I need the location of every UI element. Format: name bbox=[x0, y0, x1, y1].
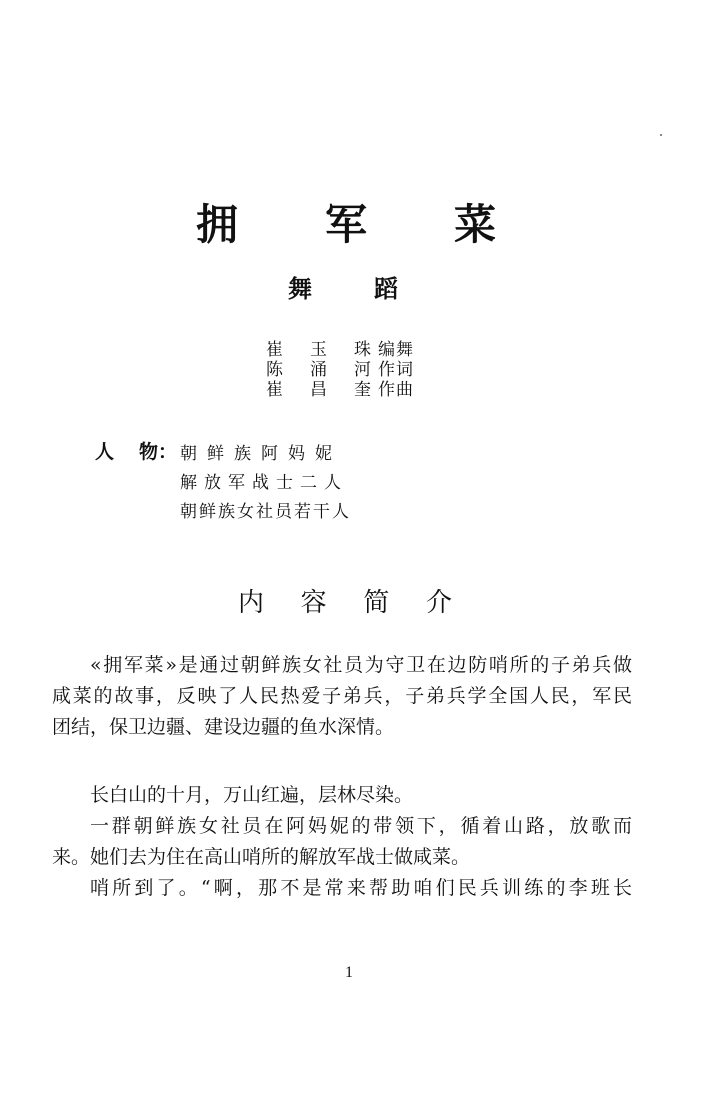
genre-char: 舞 bbox=[288, 274, 312, 303]
text-line: 咸菜的故事，反映了人民热爱子弟兵，子弟兵学全国人民，军民 bbox=[52, 685, 632, 707]
character-item: 解放军战士二人 bbox=[180, 473, 348, 493]
scan-artifact bbox=[660, 134, 662, 136]
credit-role: 编舞 bbox=[378, 340, 414, 360]
credit-row-choreography bbox=[266, 340, 414, 360]
title-char: 军 bbox=[324, 200, 367, 249]
genre-char: 蹈 bbox=[374, 274, 398, 303]
character-item: 朝鲜族女社员若干人 bbox=[180, 502, 351, 522]
credit-row-music bbox=[266, 380, 414, 400]
heading-char: 介 bbox=[425, 588, 452, 618]
heading-char: 内 bbox=[238, 588, 265, 618]
title-char: 菜 bbox=[453, 200, 496, 249]
credit-name-char: 涌 bbox=[310, 360, 327, 380]
credit-name-char: 奎 bbox=[354, 380, 371, 400]
text-line: «拥军菜»是通过朝鲜族女社员为守卫在边防哨所的子弟兵做 bbox=[90, 654, 632, 676]
characters-label-char: 人 bbox=[95, 441, 115, 463]
credit-name-char: 昌 bbox=[310, 380, 327, 400]
synopsis-heading bbox=[238, 585, 452, 621]
text-line: 来。她们去为住在高山哨所的解放军战士做咸菜。 bbox=[52, 846, 471, 868]
characters-label bbox=[95, 440, 177, 464]
heading-char: 简 bbox=[363, 588, 390, 618]
credit-name-char: 崔 bbox=[266, 340, 283, 360]
credit-role: 作词 bbox=[378, 360, 414, 380]
credits-block bbox=[266, 340, 414, 400]
credit-row-lyrics bbox=[266, 360, 414, 380]
page-number: 1 bbox=[345, 964, 353, 981]
title-char: 拥 bbox=[196, 200, 239, 249]
credit-name-char: 玉 bbox=[310, 340, 327, 360]
text-line: 一群朝鲜族女社员在阿妈妮的带领下，循着山路，放歌而 bbox=[90, 815, 632, 837]
credit-role: 作曲 bbox=[378, 380, 414, 400]
heading-char: 容 bbox=[300, 588, 327, 618]
characters-list bbox=[180, 440, 351, 527]
genre-subtitle bbox=[288, 272, 398, 306]
text-line: 哨所到了。“啊，那不是常来帮助咱们民兵训练的李班长 bbox=[90, 877, 632, 899]
credit-name-char: 崔 bbox=[266, 380, 283, 400]
text-line: 长白山的十月，万山红遍，层林尽染。 bbox=[90, 784, 414, 806]
body-text bbox=[52, 780, 632, 904]
characters-label-char: 物： bbox=[139, 441, 178, 463]
character-item: 朝鲜族阿妈妮 bbox=[180, 444, 342, 464]
synopsis-paragraph bbox=[52, 650, 632, 743]
credit-name-char: 陈 bbox=[266, 360, 283, 380]
credit-name-char: 珠 bbox=[354, 340, 371, 360]
credit-name-char: 河 bbox=[354, 360, 371, 380]
text-line: 团结，保卫边疆、建设边疆的鱼水深情。 bbox=[52, 716, 395, 738]
page-title bbox=[196, 200, 496, 250]
